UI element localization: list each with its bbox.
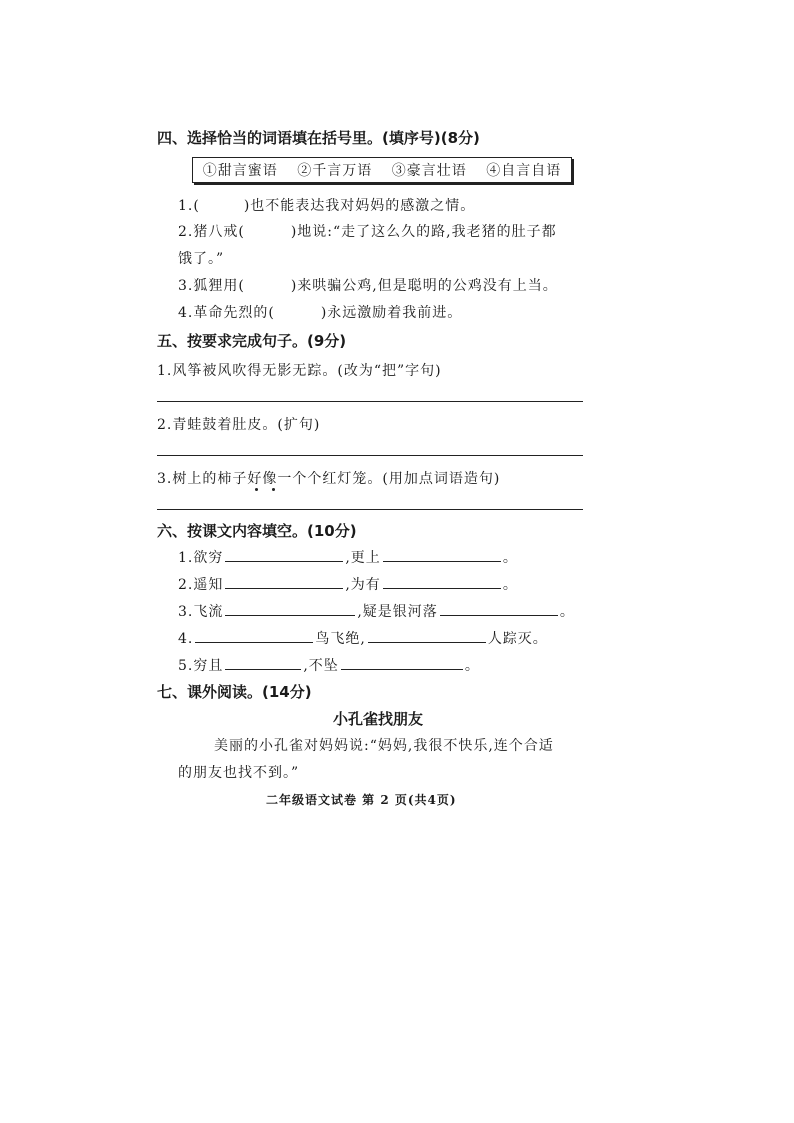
- answer-blank[interactable]: [225, 574, 343, 589]
- answer-blank[interactable]: [368, 628, 486, 643]
- answer-blank[interactable]: [225, 655, 301, 670]
- s6-question-3: 3.飞流 ,疑是银河落 。: [178, 601, 575, 621]
- page-footer: 二年级语文试卷 第 2 页(共4页): [266, 793, 457, 807]
- section6-heading: 六、按课文内容填空。(10分): [157, 522, 357, 540]
- story-paragraph-line-2: 的朋友也找不到。”: [178, 765, 300, 781]
- section7-heading: 七、课外阅读。(14分): [157, 683, 312, 701]
- answer-line[interactable]: [157, 509, 583, 510]
- s5-question-2: 2.青蛙鼓着肚皮。(扩句): [157, 417, 321, 433]
- s5-question-3: 3.树上的柿子好像一个个红灯笼。(用加点词语造句): [157, 471, 501, 487]
- s6-question-2: 2.遥知 ,为有 。: [178, 574, 518, 594]
- story-title: 小孔雀找朋友: [333, 710, 424, 728]
- s6-question-1: 1.欲穷 ,更上 。: [178, 547, 518, 567]
- answer-blank[interactable]: [383, 574, 501, 589]
- s4-question-3: 3.狐狸用( )来哄骗公鸡,但是聪明的公鸡没有上当。: [178, 278, 558, 294]
- answer-blank[interactable]: [225, 547, 343, 562]
- word-options-box: [192, 157, 572, 183]
- answer-blank[interactable]: [440, 601, 558, 616]
- s4-question-2-continued: 饿了。”: [178, 251, 225, 267]
- s4-question-1: 1.( )也不能表达我对妈妈的感激之情。: [178, 198, 476, 214]
- emphasis-dot: [272, 488, 275, 491]
- answer-blank[interactable]: [195, 628, 313, 643]
- option-4: ④自言自语: [486, 163, 562, 179]
- section5-heading: 五、按要求完成句子。(9分): [157, 332, 347, 350]
- answer-blank[interactable]: [341, 655, 463, 670]
- option-3: ③豪言壮语: [391, 163, 467, 179]
- emphasis-dot: [255, 488, 258, 491]
- answer-blank[interactable]: [383, 547, 501, 562]
- section4-heading: 四、选择恰当的词语填在括号里。(填序号)(8分): [157, 129, 480, 147]
- s4-question-2: 2.猪八戒( )地说:“走了这么久的路,我老猪的肚子都: [178, 224, 557, 240]
- answer-blank[interactable]: [225, 601, 355, 616]
- answer-line[interactable]: [157, 455, 583, 456]
- s6-question-4: 4. 鸟飞绝, 人踪灭。: [178, 628, 548, 648]
- s4-question-4: 4.革命先烈的( )永远激励着我前进。: [178, 305, 463, 321]
- s6-question-5: 5.穷且 ,不坠 。: [178, 655, 480, 675]
- option-2: ②千言万语: [297, 163, 373, 179]
- s5-question-1: 1.风筝被风吹得无影无踪。(改为“把”字句): [157, 363, 442, 379]
- story-paragraph-line-1: 美丽的小孔雀对妈妈说:“妈妈,我很不快乐,连个合适: [214, 738, 554, 754]
- option-1: ①甜言蜜语: [202, 163, 278, 179]
- answer-line[interactable]: [157, 401, 583, 402]
